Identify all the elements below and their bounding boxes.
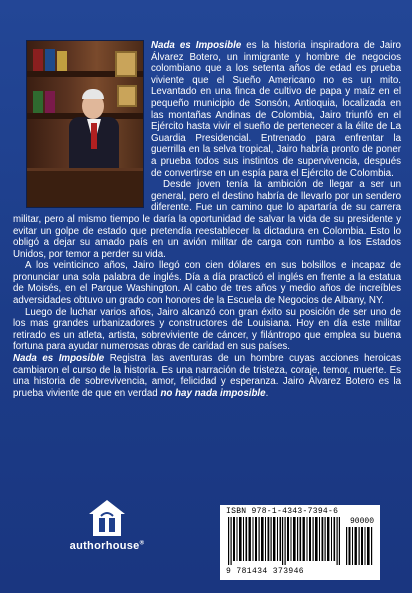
barcode [220,505,380,580]
barcode-bars [228,517,340,565]
price-barcode-bars [346,527,374,565]
paragraph-5-text: Registra las aventuras de un hombre cuyas acciones heroicas cambiaron el curso de la historia. Es una narración de tristeza, coraje, temor, muerte. Es una historia de sobrevivencia, amor, felicidad y esperanza. Jairo Álvarez Botero es la prueba viviente de que en verdad [13,353,401,399]
price-code: 90000 [349,517,374,526]
paragraph-1-text: es la historia inspiradora de Jairo Álvarez Botero, un inmigrante y hombre de negocios colombiano que a los setenta años de edad es prueba viviente que el Sueño Americano no es un mito. Levantado en una finca de cultivo de papa y maíz en el pequeño municipio de Sonsón, Antioquia, localizada en las montañas Andinas de Colombia, Jairo triunfó en el Ejército hasta vivir el sueño de pertenecer a la élite de La Guardia Presidencial. Entrenado para enfrentar la guerrilla en la selva tropical, Jairo habría pronto de poner a prueba todos sus instintos de supervivencia, después de convertirse en un espía para el Ejército de Colombia. [151,40,401,179]
synopsis [13,40,401,399]
publisher-name: authorhouse® [69,540,145,552]
paragraph-3-text: A los veinticinco años, Jairo llegó con cien dólares en sus bolsillos e incapaz de pronunciar una sola palabra de inglés. Día a día practicó el inglés en frente a la estatua de Moisés, en el Parque Washington. Al cabo de tres años y medio años de increíbles adversidades obtuvo un grado con honores de la Escuela de Negocios de Albany, NY. [13,260,401,307]
paragraph-3 [13,260,401,306]
closing-period: . [265,387,269,399]
barcode-digits: 9 781434 373946 [226,567,305,576]
book-title-inline: Nada es Imposible [151,40,242,51]
isbn-label: ISBN 978-1-4343-7394-6 [226,507,339,516]
paragraph-2-text: Desde joven tenía la ambición de llegar a ser un general, pero el destino habría de llevarlo por un sendero diferente. Fue un camino que lo apartaría de su carrera militar, pero al mismo tiempo le daría la oportunidad de salvar la vida de su presidente y evitar un golpe de estado que pretendía reestablecer la dictadura en Colombia. Esto lo obligó a dejar su amado país en un avión militar de carga con rumbo a los Estados Unidos, por temor a perder su vida. [13,179,401,260]
closing-phrase: no hay nada imposible [160,387,266,399]
book-title-inline: Nada es Imposible [13,353,105,365]
paragraph-4-text: Luego de luchar varios años, Jairo alcanzó con gran éxito su posición de ser uno de los mas grandes urbanizadores y constructores de Louisiana. Hoy en día este militar retirado es un atleta, artista, sobreviviente de cáncer, y filántropo que emplea su buena fortuna para ayudar numerosas obras de caridad en sus países. [13,306,401,353]
paragraph-4 [13,307,401,353]
publisher-logo [62,498,152,568]
paragraph-5 [13,353,401,399]
authorhouse-logo-icon [85,498,129,538]
